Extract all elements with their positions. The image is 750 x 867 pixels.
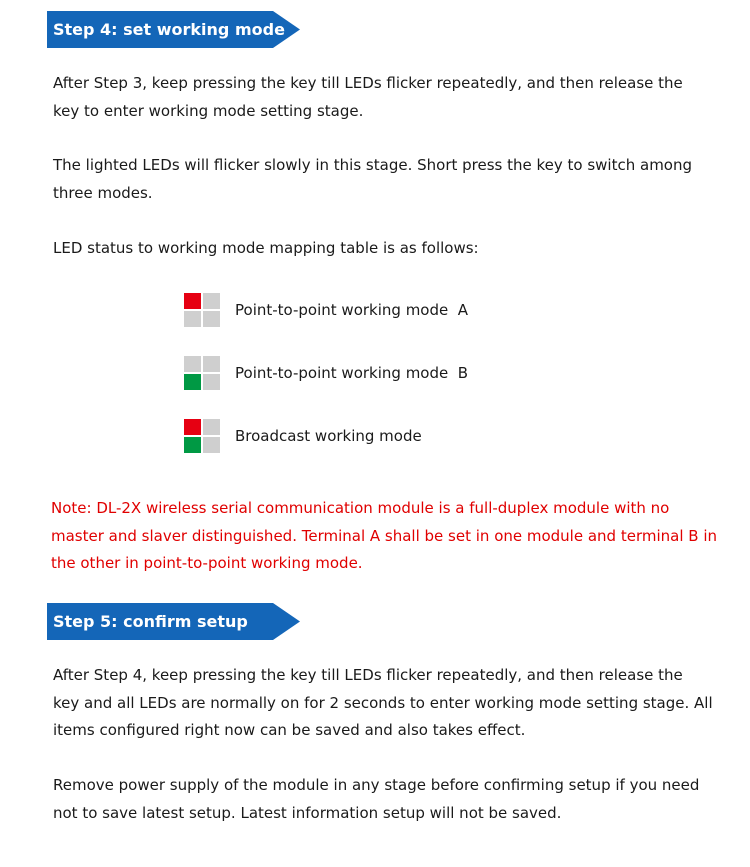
led-bottom-right: [203, 437, 220, 453]
led-top-left: [184, 419, 201, 435]
led-top-right: [203, 419, 220, 435]
led-indicator-icon: [184, 356, 220, 390]
led-bottom-left: [184, 437, 201, 453]
mode-label: Point-to-point working mode A: [235, 301, 469, 319]
mode-label: Point-to-point working mode B: [235, 364, 469, 382]
step5-banner: [47, 603, 300, 640]
led-top-right: [203, 293, 220, 309]
led-indicator-icon: [184, 293, 220, 327]
step4-paragraph-3: LED status to working mode mapping table is as follows:: [53, 239, 479, 257]
led-bottom-left: [184, 311, 201, 327]
step5-paragraph-1: After Step 4, keep pressing the key till LEDs flicker repeatedly, and then release the key and all LEDs are normally on for 2 seconds to enter working mode setting stage. All items configured right now can be saved and also takes effect.: [53, 666, 713, 739]
step4-title: Step 4: set working mode: [53, 20, 285, 39]
led-top-right: [203, 356, 220, 372]
led-top-left: [184, 293, 201, 309]
step4-banner: [47, 11, 300, 48]
step4-paragraph-1: After Step 3, keep pressing the key till LEDs flicker repeatedly, and then release the key to enter working mode setting stage.: [53, 74, 683, 120]
led-bottom-right: [203, 311, 220, 327]
step4-paragraph-2: The lighted LEDs will flicker slowly in this stage. Short press the key to switch among three modes.: [53, 156, 693, 202]
led-indicator-icon: [184, 419, 220, 453]
step5-title: Step 5: confirm setup: [53, 612, 248, 631]
led-bottom-right: [203, 374, 220, 390]
led-bottom-left: [184, 374, 201, 390]
step5-paragraph-2: Remove power supply of the module in any stage before confirming setup if you need not to save latest setup. Latest information setup will not be saved.: [53, 776, 700, 822]
mode-label: Broadcast working mode: [235, 427, 422, 445]
step4-note: Note: DL-2X wireless serial communication module is a full-duplex module with no master and slaver distinguished. Terminal A shall be set in one module and terminal B in the other in point-to-point working mode.: [51, 499, 717, 572]
led-top-left: [184, 356, 201, 372]
